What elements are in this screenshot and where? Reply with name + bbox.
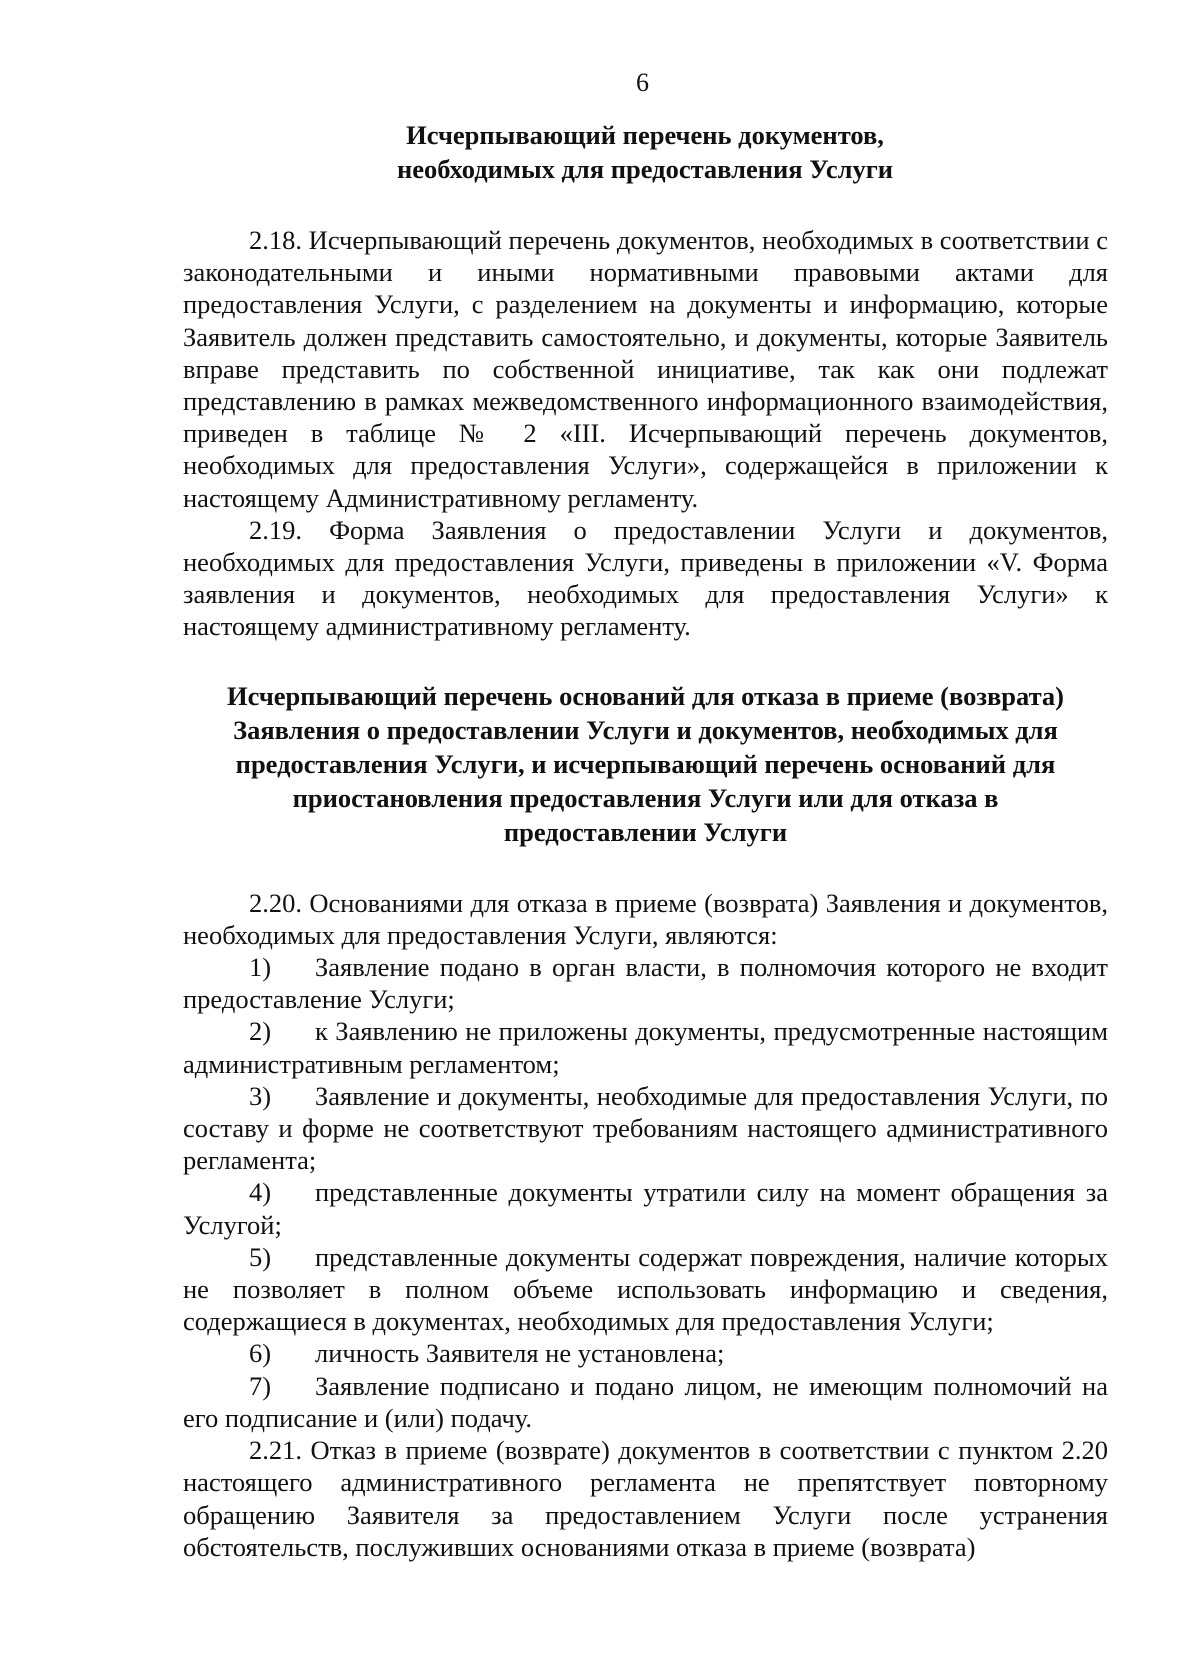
page-number: 6 [636,68,649,97]
heading-line: приостановления предоставления Услуги или для отказа в [292,782,999,813]
list-item [183,1080,1108,1177]
paragraph-2-20: 2.20. Основаниями для отказа в приеме (возврата) Заявления и документов, необходимых для предоставления Услуги, являются: [183,887,1108,950]
list-item-number: 2) [249,1016,272,1047]
list-item-number: 1) [249,952,272,983]
heading-line: Исчерпывающий перечень документов, [406,120,884,150]
list-item [183,1337,1108,1369]
list-item-text: Заявление подано в орган власти, в полномочия которого не входит предоставление Услуги; [183,952,1108,1015]
list-item-number: 7) [249,1370,272,1401]
list-item [183,1176,1108,1240]
document-body [183,118,1108,1563]
list-item [183,1370,1108,1434]
paragraph-2-19: 2.19. Форма Заявления о предоставлении Услуги и документов, необходимых для предоставления Услуги, приведены в приложении «V. Форма заявления и документов, необходимых для предоставления Услуги» к настоящему административному регламенту. [183,514,1108,642]
section-heading-documents [215,118,1075,186]
list-item-number: 3) [249,1080,272,1111]
heading-line: Исчерпывающий перечень оснований для отказа в приеме (возврата) [226,680,1065,711]
heading-line: необходимых для предоставления Услуги [396,154,894,184]
list-item-text: представленные документы утратили силу на момент обращения за Услугой; [183,1177,1108,1240]
list-item [183,951,1108,1015]
heading-line: Заявления о предоставлении Услуги и документов, необходимых для [233,714,1058,745]
paragraph-2-18: 2.18. Исчерпывающий перечень документов, необходимых в соответствии с законодательными и иными нормативными правовыми актами для предоставления Услуги, с разделением на документы и информацию, которые Заявитель должен представить самостоятельно, и документы, которые Заявитель вправе представить по собственной инициативе, так как они подлежат представлению в рамках межведомственного информационного взаимодействия, приведен в таблице № 2 «III. Исчерпывающий перечень документов, необходимых для предоставления Услуги», содержащейся в приложении к настоящему Административному регламенту. [183,225,1108,513]
list-item [183,1015,1108,1079]
list-item-text: личность Заявителя не установлена; [315,1338,725,1369]
heading-line: предоставлении Услуги [503,816,788,847]
list-item-text: Заявление подписано и подано лицом, не имеющим полномочий на его подписание и (или) подачу. [183,1370,1108,1433]
list-item-number: 5) [249,1241,272,1272]
list-item-text: к Заявлению не приложены документы, предусмотренные настоящим административным регламентом; [183,1016,1108,1079]
list-item-number: 6) [249,1338,272,1369]
section-heading-refusal-grounds [183,679,1108,849]
list-item-text: Заявление и документы, необходимые для предоставления Услуги, по составу и форме не соответствуют требованиям настоящего административного регламента; [183,1080,1108,1176]
paragraph-2-21: 2.21. Отказ в приеме (возврате) документов в соответствии с пунктом 2.20 настоящего административного регламента не препятствует повторному обращению Заявителя за предоставлением Услуги после устранения обстоятельств, послуживших основаниями отказа в приеме (возврата) [183,1435,1108,1562]
list-item-text: представленные документы содержат повреждения, наличие которых не позволяет в полном объеме использовать информацию и сведения, содержащиеся в документах, необходимых для предоставления Услуги; [183,1241,1108,1337]
list-item [183,1241,1108,1338]
list-item-number: 4) [249,1177,272,1208]
heading-line: предоставления Услуги, и исчерпывающий перечень оснований для [235,748,1056,779]
